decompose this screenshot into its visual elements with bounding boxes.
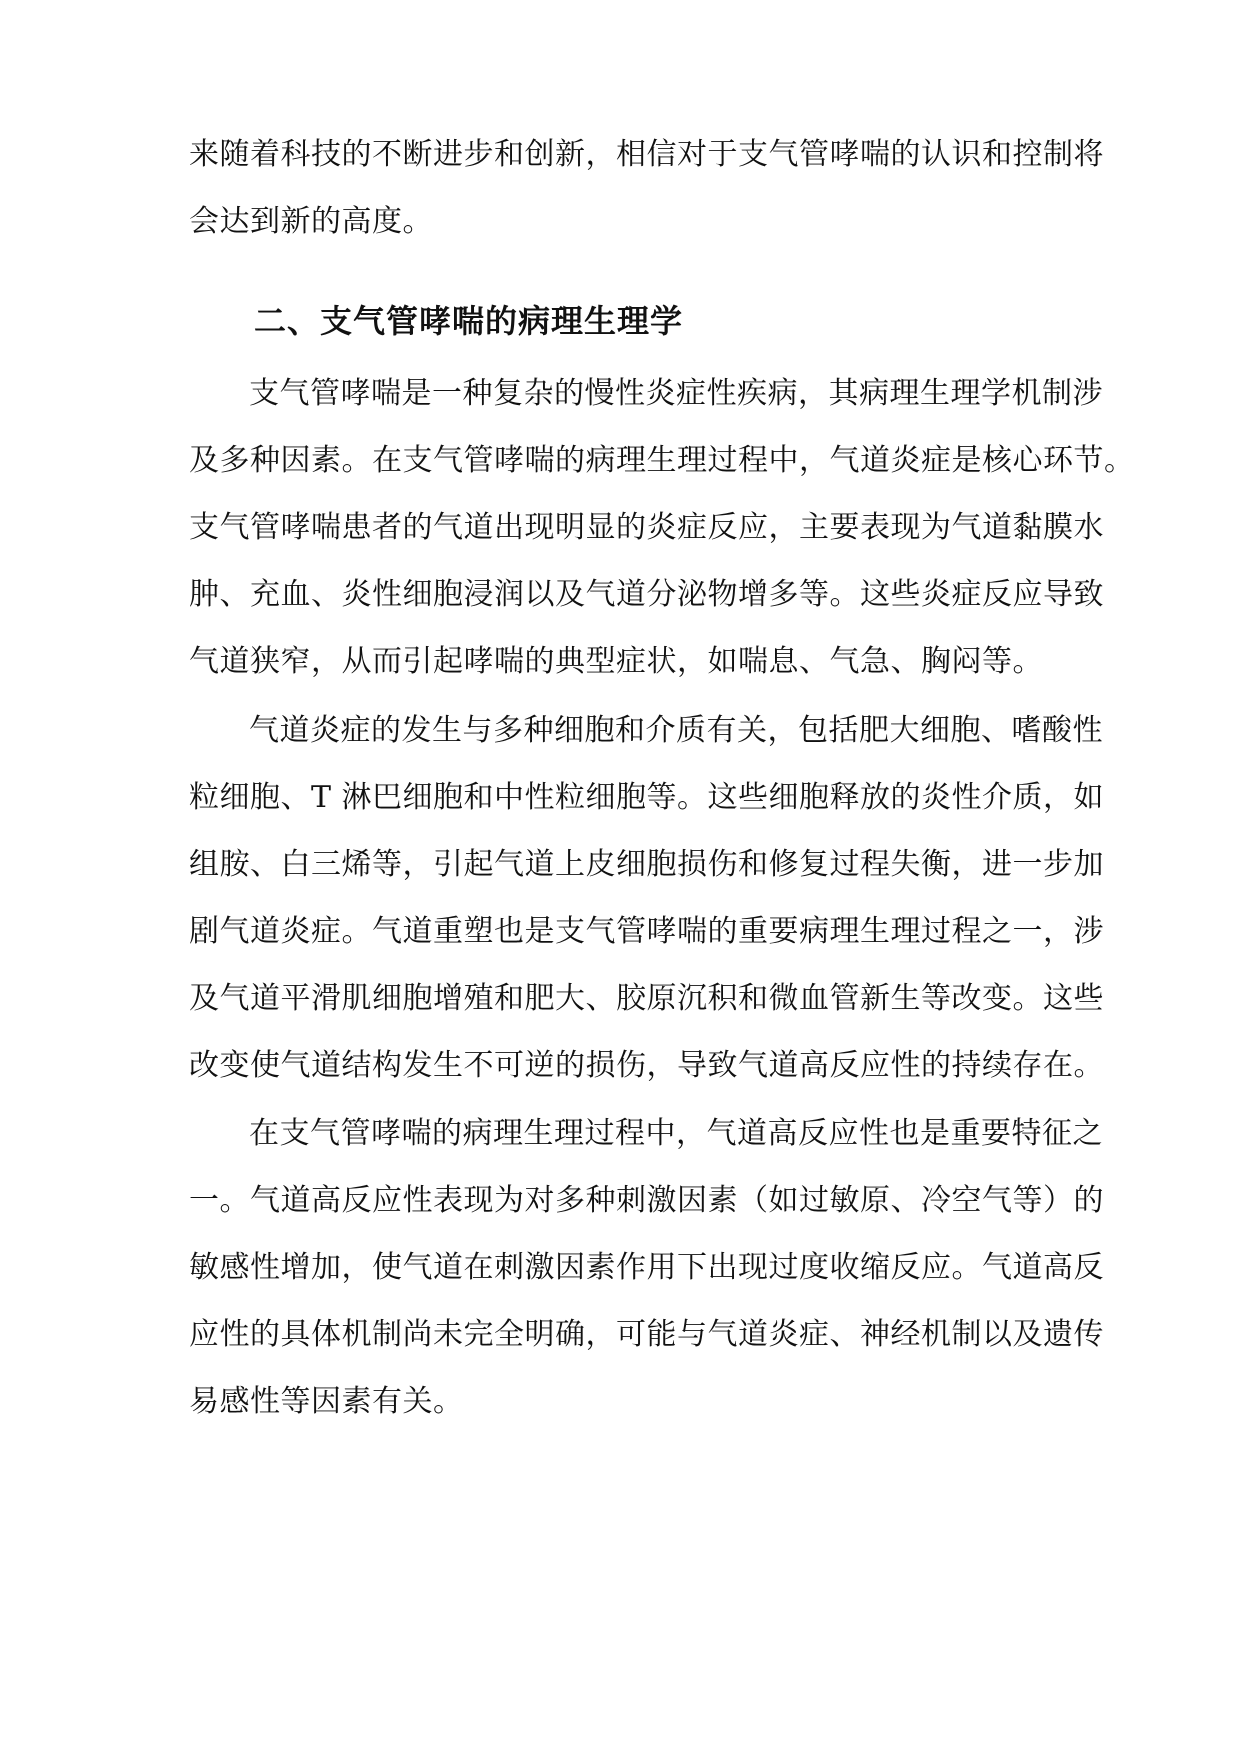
paragraph-line: 敏感性增加，使气道在刺激因素作用下出现过度收缩反应。气道高反: [189, 1250, 1104, 1285]
paragraph-line: 肿、充血、炎性细胞浸润以及气道分泌物增多等。这些炎症反应导致: [189, 577, 1104, 612]
paragraph-line: 改变使气道结构发生不可逆的损伤，导致气道高反应性的持续存在。: [189, 1048, 1104, 1083]
paragraph-line: 及气道平滑肌细胞增殖和肥大、胶原沉积和微血管新生等改变。这些: [189, 981, 1104, 1016]
paragraph-line: 气道狭窄，从而引起哮喘的典型症状，如喘息、气急、胸闷等。: [189, 644, 1043, 679]
paragraph-line: 易感性等因素有关。: [189, 1384, 464, 1419]
paragraph-line: 应性的具体机制尚未完全明确，可能与气道炎症、神经机制以及遗传: [189, 1317, 1104, 1352]
paragraph-line: 气道炎症的发生与多种细胞和介质有关，包括肥大细胞、嗜酸性: [249, 713, 1103, 748]
paragraph-line: 一。气道高反应性表现为对多种刺激因素（如过敏原、冷空气等）的: [189, 1183, 1104, 1218]
paragraph-line: 支气管哮喘患者的气道出现明显的炎症反应，主要表现为气道黏膜水: [189, 510, 1104, 545]
section-heading: 二、支气管哮喘的病理生理学: [254, 302, 684, 340]
paragraph-line: 来随着科技的不断进步和创新，相信对于支气管哮喘的认识和控制将: [189, 137, 1104, 172]
paragraph-line: 在支气管哮喘的病理生理过程中，气道高反应性也是重要特征之: [249, 1116, 1103, 1151]
paragraph-line: 组胺、白三烯等，引起气道上皮细胞损伤和修复过程失衡，进一步加: [189, 847, 1104, 882]
paragraph-line: 剧气道炎症。气道重塑也是支气管哮喘的重要病理生理过程之一，涉: [189, 914, 1104, 949]
paragraph-line: 会达到新的高度。: [189, 204, 433, 239]
paragraph-line: 粒细胞、T 淋巴细胞和中性粒细胞等。这些细胞释放的炎性介质，如: [189, 780, 1105, 815]
paragraph-line: 支气管哮喘是一种复杂的慢性炎症性疾病，其病理生理学机制涉: [249, 376, 1103, 411]
paragraph-line: 及多种因素。在支气管哮喘的病理生理过程中，气道炎症是核心环节。: [189, 443, 1135, 478]
